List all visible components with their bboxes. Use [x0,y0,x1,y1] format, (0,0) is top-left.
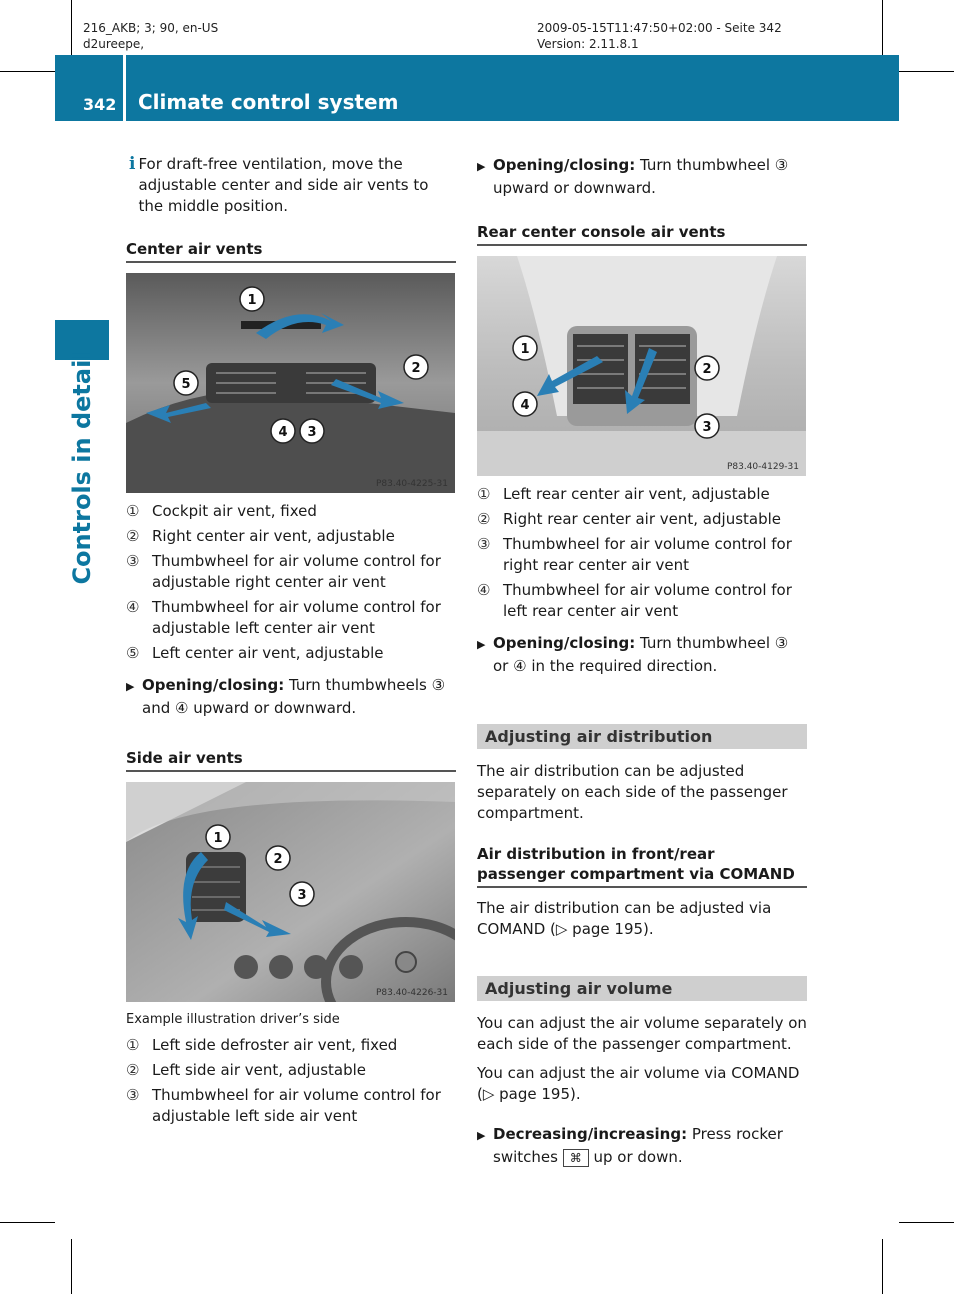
legend-number: ③ [126,1086,140,1104]
crop-mark [882,0,883,55]
center-vents-image [126,273,455,493]
crop-mark [71,0,72,55]
step-text: up or down. [593,1148,683,1166]
air-volume-text: You can adjust the air volume separately on each side of the passenger compartment. [477,1014,807,1053]
svg-text:2: 2 [702,362,712,377]
info-note [129,154,456,217]
legend-number: ③ [477,535,491,553]
legend-item [477,534,807,576]
legend-item [477,484,807,505]
crop-mark [882,1239,883,1294]
step-arrow-icon: ▶ [477,1129,486,1142]
side-vents-image [126,782,455,1002]
image-code: P83.40-4225-31 [375,479,448,489]
header-divider [123,55,126,121]
legend-item [126,1085,456,1127]
legend-number: ② [126,527,140,545]
fan-icon: ⌘ [563,1149,589,1167]
legend-text: Right rear center air vent, adjustable [503,510,782,528]
comand-distribution-heading: Air distribution in front/rear passenger compartment via COMAND [477,844,807,888]
air-volume-heading: Adjusting air volume [477,976,807,1001]
legend-item [126,1035,456,1056]
step-label: Opening/closing: [493,634,636,652]
side-vents-legend [126,1035,456,1127]
image-code: P83.40-4226-31 [375,988,448,998]
svg-text:1: 1 [247,293,257,308]
legend-number: ④ [477,581,491,599]
legend-item [126,526,456,547]
legend-item [126,643,456,664]
svg-text:3: 3 [702,420,712,435]
print-meta-left [83,20,218,52]
step-label: Opening/closing: [142,676,285,694]
instruction-step [477,1123,807,1169]
page-title: Climate control system [138,90,399,114]
image-code: P83.40-4129-31 [726,462,799,472]
page-number: 342 [83,95,117,114]
svg-text:2: 2 [273,852,283,867]
center-vents-legend [126,501,456,664]
legend-text: Left center air vent, adjustable [152,644,384,662]
legend-number: ① [477,485,491,503]
meta-line: 216_AKB; 3; 90, en-US [83,21,219,35]
legend-item [126,597,456,639]
meta-line: Version: 2.11.8.1 [537,37,639,51]
crop-mark [0,71,55,72]
svg-text:1: 1 [213,831,223,846]
svg-text:1: 1 [520,342,530,357]
rear-vents-heading: Rear center console air vents [477,222,807,246]
instruction-step [477,154,807,200]
legend-item [126,551,456,593]
step-text: Turn thumbwheel ③ or ④ in the required direction. [493,634,789,675]
legend-item [477,509,807,530]
legend-item [126,1060,456,1081]
legend-text: Left side defroster air vent, fixed [152,1036,398,1054]
svg-text:3: 3 [297,888,307,903]
svg-text:2: 2 [411,361,421,376]
legend-text: Thumbwheel for air volume control for adjustable left center air vent [152,598,441,637]
info-icon: i [129,154,136,174]
step-text: Turn thumbwheel ③ upward or downward. [493,156,789,197]
legend-text: Thumbwheel for air volume control for right rear center air vent [503,535,792,574]
legend-text: Left side air vent, adjustable [152,1061,367,1079]
comand-distribution-text: The air distribution can be adjusted via COMAND (▷ page 195). [477,899,772,938]
print-meta-right [537,20,782,52]
crop-mark [899,71,954,72]
legend-number: ④ [126,598,140,616]
right-column [477,154,807,1177]
legend-number: ② [126,1061,140,1079]
instruction-step [126,674,456,720]
meta-line: 2009-05-15T11:47:50+02:00 - Seite 342 [537,21,782,35]
step-text: Turn thumbwheels ③ and ④ upward or downward. [142,676,446,717]
step-label: Decreasing/increasing: [493,1125,688,1143]
step-arrow-icon: ▶ [477,638,486,651]
step-arrow-icon: ▶ [477,160,486,173]
legend-text: Right center air vent, adjustable [152,527,395,545]
section-tab-label: Controls in detail [68,351,96,585]
left-column [126,154,456,1137]
legend-number: ② [477,510,491,528]
air-distribution-text: The air distribution can be adjusted separately on each side of the passenger compartment. [477,762,788,822]
legend-item [477,580,807,622]
svg-text:3: 3 [307,425,317,440]
step-label: Opening/closing: [493,156,636,174]
crop-mark [0,1222,55,1223]
legend-item [126,501,456,522]
legend-text: Left rear center air vent, adjustable [503,485,770,503]
svg-text:4: 4 [520,398,530,413]
rear-vents-legend [477,484,807,622]
meta-line: d2ureepe, [83,37,145,51]
legend-number: ① [126,1036,140,1054]
svg-text:4: 4 [278,425,288,440]
center-vents-heading: Center air vents [126,239,456,263]
crop-mark [71,1239,72,1294]
svg-text:5: 5 [181,377,191,392]
legend-number: ③ [126,552,140,570]
step-arrow-icon: ▶ [126,680,135,693]
image-caption: Example illustration driver’s side [126,1012,340,1027]
legend-text: Thumbwheel for air volume control for adjustable left side air vent [152,1086,441,1125]
legend-text: Thumbwheel for air volume control for left rear center air vent [503,581,792,620]
air-distribution-heading: Adjusting air distribution [477,724,807,749]
air-volume-comand-text: You can adjust the air volume via COMAND (▷ page 195). [477,1064,800,1103]
info-text: For draft-free ventilation, move the adjustable center and side air vents to the middle position. [138,155,429,215]
legend-number: ⑤ [126,644,140,662]
legend-number: ① [126,502,140,520]
legend-text: Cockpit air vent, fixed [152,502,317,520]
rear-vents-image [477,256,806,476]
legend-text: Thumbwheel for air volume control for adjustable right center air vent [152,552,441,591]
step-text: Press rocker switches [493,1125,783,1166]
instruction-step [477,632,807,678]
crop-mark [899,1222,954,1223]
side-vents-heading: Side air vents [126,748,456,772]
